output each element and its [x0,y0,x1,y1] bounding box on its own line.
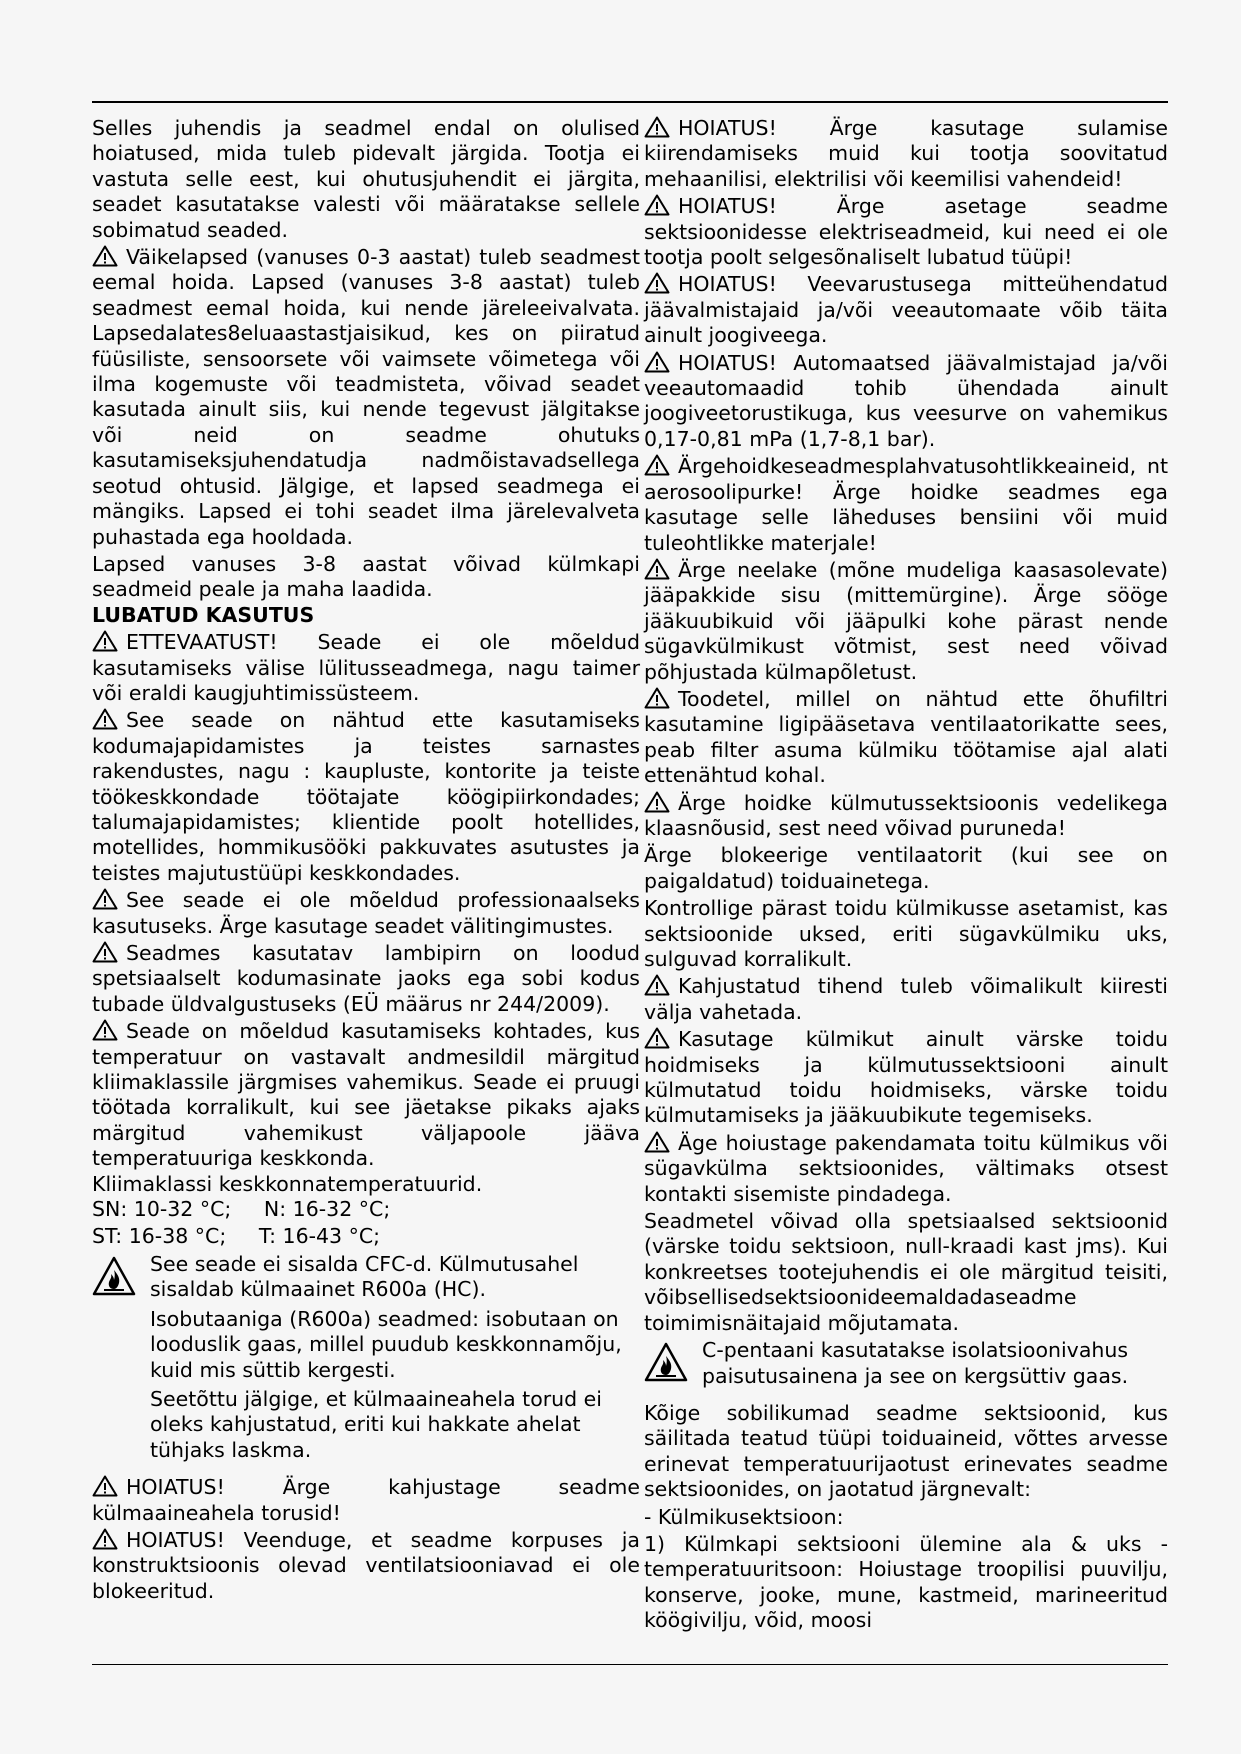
warning-electrical: HOIATUS! Ärge asetage seadme sektsioonidesse elektriseadmeid, kui need ei ole tootja poolt selgesõnaliselt lubatud tüüpi! [644,194,1168,270]
isobutane-note: Isobutaaniga (R600a) seadmed: isobutaan on looduslik gaas, millel puudub keskkonnamõju, kuid mis süttib kergesti. [150,1306,622,1382]
warning-defrost: HOIATUS! Ärge kasutage sulamise kiirendamiseks muid kui tootja soovitatud mehaanilisi, elektrilisi või keemilisi vahendeid! [644,116,1168,191]
caution-external-switch: ETTEVAATUST! Seade ei ole mõeldud kasutamiseks välise lülitusseadmega, nagu taimer või eraldi kaugjuhtimissüsteem. [92,630,640,705]
warning-icon [92,1019,118,1041]
warning-glass: Ärge hoidke külmutussektsioonis vedelikega klaasnõusid, sest need võivad puruneda! [644,790,1168,840]
c-pentane-text [702,1338,1168,1393]
warning-icon [644,116,670,138]
warning-drinking-water: HOIATUS! Veevarustusega mitteühendatud jäävalmistajaid ja/või veeautomaate võib täita ainult joogiveega. [644,272,1168,348]
compartments-intro: Kõige sobilikumad seadme sektsioonid, kus säilitada teatud tüüpi toiduaineid, võttes arvesse erinevat temperatuurijaotust erinevates seadme sektsioonides, on jaotatud järgnevalt: [644,1400,1168,1502]
warning-icon [92,1475,118,1497]
warning-water-pressure: HOIATUS! Automaatsed jäävalmistajad ja/või veeautomaadid tohib ühendada ainult joogiveetorustikuga, kus veesurve on vahemikus 0,17-0,81 mPa (1,7-8,1 bar). [644,350,1168,451]
section-heading: LUBATUD KASUTUS [92,602,315,627]
pipes-note: Seetõttu jälgige, et külmaaineahela torud ei oleks kahjustatud, eriti kui hakkate ahelat tühjaks laskma. [150,1386,602,1462]
flammable-notice [92,1252,640,1467]
flammable-icon [644,1342,688,1382]
warning-icon [92,708,118,730]
warning-icon [644,791,670,813]
flammable-text [150,1252,640,1467]
warning-ice-packs: Ärge neelake (mõne mudeliga kaasasolevate) jääpakkide sisu (mittemürgine). Ärge sööge jääkuubikuid või jääpulki kohe pärast nende sügavkülmikust võtmist, sest need võivad põhjustada külmapõletust. [644,557,1168,684]
special-compartments: Seadmetel võivad olla spetsiaalsed sektsioonid (värske toidu sektsioon, null-kraadi kast jms). Kui konkreetses tootejuhendis ei ole märgitud teisiti, võibsellisedsektsioonideemaldadaseadme toimimisnäitajaid mõjutamata. [644,1209,1168,1335]
climate-range: Seade on mõeldud kasutamiseks kohtades, kus temperatuur on vastavalt andmesildil märgitud kliimaklassile järgmises vahemikus. Seade ei pruugi töötada korralikult, kui see jäetakse pikaks ajaks märgitud vahemikust väljapoole jääva temperatuuriga keskkonda. [92,1019,640,1171]
warning-icon [644,687,670,709]
warning-icon [92,245,118,267]
climate-temps-1: SN: 10-32 °C; N: 16-32 °C; [92,1197,391,1222]
bottom-rule [92,1664,1168,1665]
flammable-icon [92,1256,136,1296]
unpackaged-food-note: Äge hoiustage pakendamata toitu külmikus või sügavkülma sektsioonides, vältimaks otsest kontakti sisemiste pindadega. [644,1130,1168,1206]
warning-seal: Kahjustatud tihend tuleb võimalikult kiiresti välja vahetada. [644,974,1168,1024]
not-professional: See seade ei ole mõeldud professionaalseks kasutuseks. Ärge kasutage seadet välitingimustes. [92,888,640,938]
warning-icon [92,941,118,963]
top-rule [92,101,1168,103]
warning-icon [92,1528,118,1550]
fridge-section-label: - Külmikusektsioon: [644,1504,844,1529]
c-pentane-note: C-pentaani kasutatakse isolatsioonivahus paisutusainena ja see on kergsüttiv gaas. [702,1338,1129,1388]
climate-title: Kliimaklassi keskkonnatemperatuurid. [92,1171,483,1196]
fresh-food-use: Kasutage külmikut ainult värske toidu hoidmiseks ja külmutussektsiooni ainult külmutatud toidu hoidmiseks, värske toidu külmutamiseks ja jääkuubikute tegemiseks. [644,1027,1168,1128]
warning-refrigerant-pipes: HOIATUS! Ärge kahjustage seadme külmaaineahela torusid! [92,1475,640,1525]
warning-ventilation: HOIATUS! Veenduge, et seadme korpuses ja konstruktsioonis olevad ventilatsiooniavad ei ole blokeeritud. [92,1527,640,1603]
warning-icon [644,351,670,373]
warning-icon [644,1131,670,1153]
warning-icon [644,272,670,294]
left-column [92,116,640,1606]
children-warning: Väikelapsed (vanuses 0-3 aastat) tuleb seadmest eemal hoida. Lapsed (vanuses 3-8 aastat) tuleb seadmest eemal hoida, kui nende järeleeivalvata. Lapsedalates8eluaastastjaisikud, kes on piiratud füüsiliste, sensoorsete või vaimsete võimetega või ilma kogemuste või teadmisteta, võivad seadet kasutada ainult siis, kui nende tegevust jälgitakse või neid on seadme ohutuks kasutamiseksjuhendatudja nadmõistavadsellega seotud ohtusid. Jälgige, et lapsed seadmega ei mängiks. Lapsed ei tohi seadet ilma järelevalveta puhastada ega hooldada. [92,245,640,549]
warning-icon [644,194,670,216]
intro-paragraph: Selles juhendis ja seadmel endal on olulised hoiatused, mida tuleb pidevalt järgida. Tootja ei vastuta selle eest, kui ohutusjuhendit ei järgita, seadet kasutatakse valesti või määratakse sellele sobimatud seaded. [92,116,640,242]
lamp-note: Seadmes kasutatav lambipirn on loodud spetsiaalselt kodumasinate jaoks ega sobi kodus tubade üldvalgustuseks (EÜ määrus nr 244/2009). [92,941,640,1016]
warning-icon [644,974,670,996]
household-use: See seade on nähtud ette kasutamiseks kodumajapidamistes ja teistes sarnastes rakendustes, nagu : kaupluste, kontorite ja teiste töökeskkondade töötajate köögipiirkondades; talumajapidamistes; klientide poolt hotellides, motellides, hommikusööki pakkuvates asutustes ja teistes majutustüüpi keskkondades. [92,708,640,885]
climate-temps-2: ST: 16-38 °C; T: 16-43 °C; [92,1224,381,1249]
warning-icon [92,630,118,652]
fan-note: Ärge blokeerige ventilaatorit (kui see on paigaldatud) toiduainetega. [644,843,1168,893]
warning-explosives: Ärgehoidkeseadmesplahvatusohtlikkeaineid, nt aerosoolipurke! Ärge hoidke seadmes ega kasutage selle läheduses bensiini või muid tuleohtlikke materjale! [644,454,1168,555]
fridge-top-zone: 1) Külmkapi sektsiooni ülemine ala & uks - temperatuuritsoon: Hoiustage troopilisi puuvilju, konserve, jooke, mune, kastmeid, marineeritud köögivilju, võid, moosi [644,1531,1168,1633]
c-pentane-notice [644,1338,1168,1393]
warning-icon [644,558,670,580]
right-column [644,116,1168,1634]
cfc-note: See seade ei sisalda CFC-d. Külmutusahel sisaldab külmaainet R600a (HC). [150,1251,579,1302]
doors-note: Kontrollige pärast toidu külmikusse asetamist, kas sektsioonide uksed, eriti sügavkülmiku uks, sulguvad korralikult. [644,896,1168,971]
children-loading: Lapsed vanuses 3-8 aastat võivad külmkapi seadmeid peale ja maha laadida. [92,551,640,602]
warning-icon [644,454,670,476]
warning-icon [644,1027,670,1049]
warning-icon [92,888,118,910]
warning-air-filter: Toodetel, millel on nähtud ette õhufiltri kasutamine ligipääsetava ventilaatorikatte sees, peab filter asuma külmiku töötamise ajal alati ettenähtud kohal. [644,686,1168,788]
